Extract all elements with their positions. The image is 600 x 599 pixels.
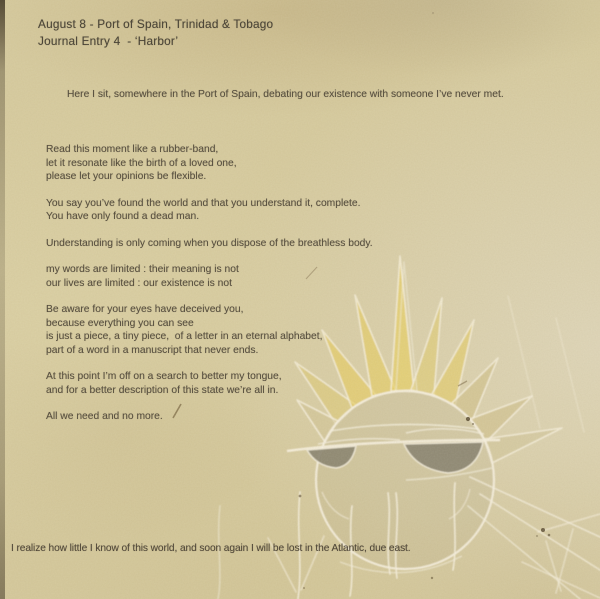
poem-line: my words are limited : their meaning is not — [46, 264, 239, 275]
poem-stanza — [46, 263, 373, 290]
poem-line: You say you’ve found the world and that you understand it, complete. — [46, 197, 361, 209]
poem-line: because everything you can see — [46, 317, 194, 329]
journal-date-location: August 8 - Port of Spain, Trinidad & Tobago — [38, 17, 274, 31]
poem-line: let it resonate like the birth of a loved one, — [46, 157, 237, 169]
poem-line: Read this moment like a rubber-band, — [46, 144, 219, 155]
poem-line: Understanding is only coming when you dispose of the breathless body. — [46, 237, 373, 249]
poem-stanza — [46, 370, 373, 397]
poem-line: is just a piece, a tiny piece, of a letter in an eternal alphabet, — [46, 331, 323, 342]
poem — [46, 143, 373, 437]
poem-line: please let your opinions be flexible. — [46, 171, 207, 182]
journal-header — [38, 16, 273, 50]
page-left-edge-shadow — [0, 0, 5, 599]
poem-line: part of a word in a manuscript that never ends. — [46, 344, 259, 356]
poem-stanza — [46, 197, 373, 224]
journal-entry-title: Journal Entry 4 - ‘Harbor’ — [38, 34, 179, 48]
intro-line: Here I sit, somewhere in the Port of Spain, debating our existence with someone I’ve never met. — [67, 89, 504, 100]
poem-line: and for a better description of this state we’re all in. — [46, 384, 279, 396]
poem-line: our lives are limited : our existence is not — [46, 277, 232, 289]
closing-line: I realize how little I know of this world, and soon again I will be lost in the Atlantic, due east. — [11, 543, 411, 554]
poem-line: At this point I’m off on a search to better my tongue, — [46, 371, 282, 382]
poem-stanza — [46, 237, 373, 251]
poem-stanza — [46, 143, 373, 184]
poem-line: You have only found a dead man. — [46, 211, 200, 222]
poem-line: All we need and no more. — [46, 411, 163, 422]
poem-line: Be aware for your eyes have deceived you, — [46, 304, 244, 315]
poem-stanza — [46, 303, 373, 357]
poem-stanza — [46, 410, 373, 424]
